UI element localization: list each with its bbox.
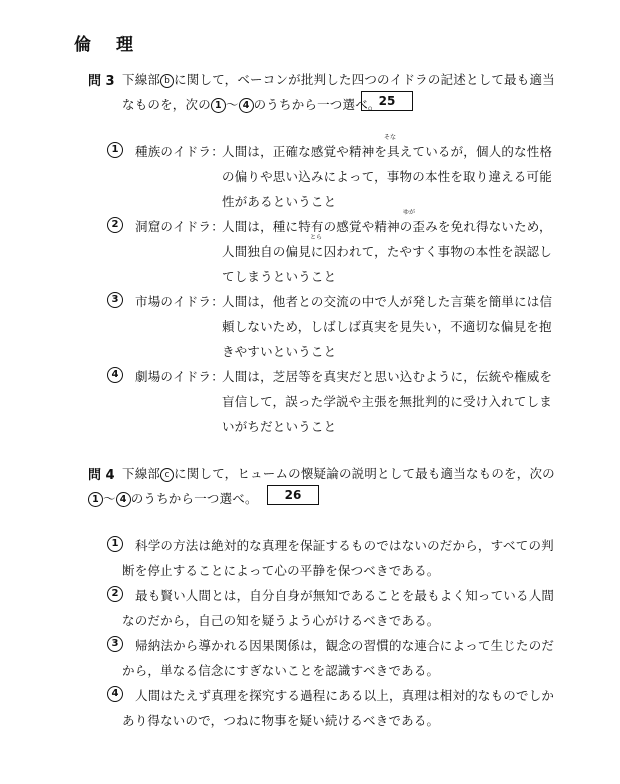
q3-prompt-text2: なものを，次の	[122, 97, 211, 112]
q3-option-2-head: 洞窟のイドラ：	[135, 219, 224, 234]
q4-option-4-line2: あり得ないので，つねに物事を疑い続けるべきである。	[122, 713, 440, 728]
q4-answer-box: 26	[267, 485, 319, 505]
q3-range-sep: ～	[225, 97, 239, 112]
q4-option-2-number: 2	[107, 586, 123, 602]
q4-option-3-number: 3	[107, 636, 123, 652]
q3-option-2-ruby2: とら	[310, 234, 323, 241]
q3-range-end: 4	[239, 98, 254, 113]
q4-prompt-text-cont: に関して，ヒュームの懐疑論の説明として最も適当なものを，次の	[174, 466, 555, 481]
q3-option-1-ruby: そな	[384, 134, 397, 141]
q3-underline-ref: b	[160, 74, 174, 88]
q3-option-2-line2: 人間独自の偏見に囚われて，たやすく事物の本性を誤認し	[222, 244, 552, 259]
q4-option-1-line1: 科学の方法は絶対的な真理を保証するものではないのだから，すべての判	[135, 538, 554, 553]
q3-prompt-text3: のうちから一つ選べ。	[253, 97, 381, 112]
q3-option-1-head: 種族のイドラ：	[135, 144, 224, 159]
q3-option-1-number: 1	[107, 142, 123, 158]
q3-option-4-line1: 人間は，芝居等を真実だと思い込むように，伝統や権威を	[222, 369, 553, 384]
q4-prompt-text: 下線部	[122, 466, 161, 481]
q3-option-2-ruby: ゆが	[403, 209, 416, 216]
q4-prompt-line1	[122, 464, 555, 482]
q3-option-1-line1: 人間は，正確な感覚や精神を具えているが，個人的な性格	[222, 144, 553, 159]
q3-option-4-line3: いがちだということ	[222, 419, 337, 434]
q4-range-end: 4	[116, 492, 131, 507]
q3-option-3-line3: きやすいということ	[222, 344, 337, 359]
q3-option-2-line1: 人間は，種に特有の感覚や精神の歪みを免れ得ないため，	[222, 219, 552, 234]
q4-prompt-line2	[88, 489, 258, 507]
q3-option-3-head: 市場のイドラ：	[135, 294, 224, 309]
q4-option-3-line2: から，単なる信念にすぎないことを認識すべきである。	[122, 663, 440, 678]
q3-option-1-line2: の偏りや思い込みによって，事物の本性を取り違える可能	[222, 169, 552, 184]
q4-label: 問 4	[88, 468, 115, 483]
q4-option-2-line2: なのだから，自己の知を疑うよう心がけるべきである。	[122, 613, 440, 628]
q3-option-1-line3: 性があるということ	[222, 194, 337, 209]
q3-option-2-line3: てしまうということ	[222, 269, 337, 284]
q3-range-start: 1	[211, 98, 226, 113]
q4-option-1-line2: 断を停止することによって心の平静を保つべきである。	[122, 563, 440, 578]
q3-option-2-number: 2	[107, 217, 123, 233]
q4-option-4-line1: 人間はたえず真理を探究する過程にある以上，真理は相対的なものでしか	[135, 688, 555, 703]
q3-option-3-line2: 頼しないため，しばしば真実を見失い，不適切な偏見を抱	[222, 319, 552, 334]
q4-option-4-number: 4	[107, 686, 123, 702]
q3-prompt-line1	[122, 70, 555, 88]
q4-option-1-number: 1	[107, 536, 123, 552]
q3-option-4-head: 劇場のイドラ：	[135, 369, 224, 384]
q3-option-4-number: 4	[107, 367, 123, 383]
q3-prompt-text-cont: に関して，ベーコンが批判した四つのイドラの記述として最も適当	[174, 72, 555, 87]
q4-range-start: 1	[88, 492, 103, 507]
q4-prompt-text2: のうちから一つ選べ。	[130, 491, 258, 506]
q3-prompt-text: 下線部	[122, 72, 161, 87]
q3-prompt-line2	[122, 95, 381, 113]
q4-option-3-line1: 帰納法から導かれる因果関係は，観念の習慣的な連合によって生じたのだ	[135, 638, 555, 653]
q4-range-sep: ～	[103, 491, 116, 506]
q3-label: 問 3	[88, 74, 115, 89]
subject-heading: 倫 理	[74, 35, 137, 55]
q3-option-3-number: 3	[107, 292, 123, 308]
q3-answer-box: 25	[361, 91, 413, 111]
q4-underline-ref: c	[160, 468, 174, 482]
q3-option-4-line2: 盲信して，誤った学説や主張を無批判的に受け入れてしま	[222, 394, 552, 409]
q3-option-3-line1: 人間は，他者との交流の中で人が発した言葉を簡単には信	[222, 294, 553, 309]
q4-option-2-line1: 最も賢い人間とは，自分自身が無知であることを最もよく知っている人間	[135, 588, 555, 603]
